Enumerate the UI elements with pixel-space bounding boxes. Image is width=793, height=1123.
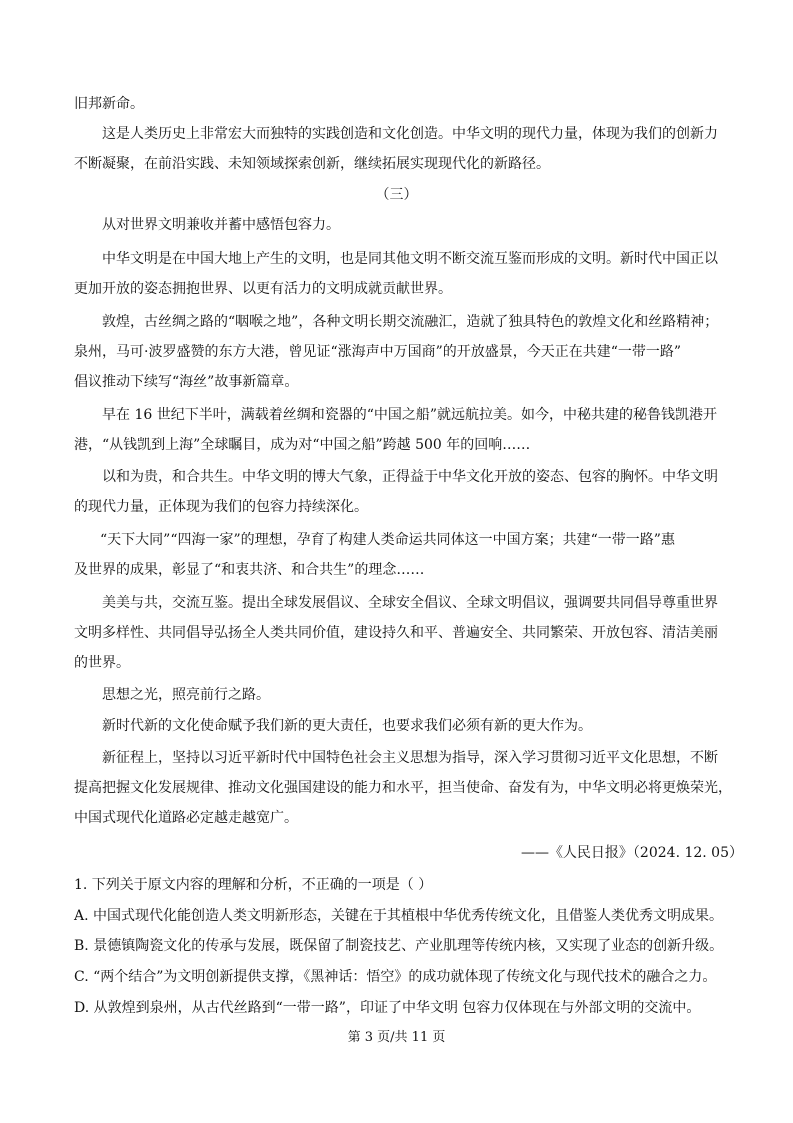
paragraph-line: 旧邦新命。 [74,96,144,112]
paragraph-line: 思想之光，照亮前行之路。 [102,687,270,703]
paragraph-line: 中华文明是在中国大地上产生的文明，也是同其他文明不断交流互鉴而形成的文明。新时代中国正以 [102,251,718,267]
paragraph-line: 新时代新的文化使命赋予我们新的更大责任，也要求我们必须有新的更大作为。 [102,718,592,734]
paragraph-line: 提高把握文化发展规律、推动文化强国建设的能力和水平，担当使命、奋发有为，中华文明必将更焕荣光， [74,780,732,796]
paragraph-line: 的世界。 [74,655,130,671]
paragraph-line: 泉州，马可·波罗盛赞的东方大港，曾见证“涨海声中万国商”的开放盛景，今天正在共建“一带一路” [74,344,682,360]
paragraph-line: 敦煌，古丝绸之路的“咽喉之地”，各种文明长期交流融汇，造就了独具特色的敦煌文化和丝路精神； [102,314,719,330]
paragraph-line: 以和为贵，和合共生。中华文明的博大气象，正得益于中华文化开放的姿态、包容的胸怀。中华文明 [102,469,718,485]
paragraph-line: 中国式现代化道路必定越走越宽广。 [74,810,298,826]
page-number: 第 3 页/共 11 页 [347,1030,446,1045]
paragraph-line: 的现代力量，正体现为我们的包容力持续深化。 [74,499,368,515]
paragraph-line: 不断凝聚，在前沿实践、未知领域探索创新，继续拓展实现现代化的新路径。 [74,156,550,172]
paragraph-line: 早在 16 世纪下半叶，满载着丝绸和瓷器的“中国之船”就远航拉美。如今，中秘共建的秘鲁钱凯港开 [102,407,718,423]
paragraph-line: “天下大同”“四海一家”的理想，孕育了构建人类命运共同体这一中国方案；共建“一带一路”惠 [100,532,675,548]
paragraph-line: 这是人类历史上非常宏大而独特的实践创造和文化创造。中华文明的现代力量，体现为我们的创新力 [102,126,718,142]
option-b: B. 景德镇陶瓷文化的传承与发展，既保留了制瓷技艺、产业肌理等传统内核，又实现了业态的创新升级。 [74,938,724,954]
option-d: D. 从敦煌到泉州，从古代丝路到“一带一路”，印证了中华文明 包容力仅体现在与外部文明的交流中。 [74,1000,701,1016]
paragraph-line: 新征程上，坚持以习近平新时代中国特色社会主义思想为指导，深入学习贯彻习近平文化思想，不断 [102,750,718,766]
paragraph-line: 及世界的成果，彰显了“和衷共济、和合共生”的理念…… [74,562,425,578]
option-a: A. 中国式现代化能创造人类文明新形态，关键在于其植根中华优秀传统文化，且借鉴人类优秀文明成果。 [74,908,724,924]
paragraph-line: 美美与共，交流互鉴。提出全球发展倡议、全球安全倡议、全球文明倡议，强调要共同倡导尊重世界 [102,595,718,611]
paragraph-line: 更加开放的姿态拥抱世界、以更有活力的文明成就贡献世界。 [74,281,452,297]
question-stem: 1. 下列关于原文内容的理解和分析，不正确的一项是（ ） [74,877,433,893]
paragraph-line: 倡议推动下续写“海丝”故事新篇章。 [74,374,299,390]
source-citation: ——《人民日报》（2024. 12. 05） [520,845,743,861]
paragraph-line: 从对世界文明兼收并蓄中感悟包容力。 [102,217,340,233]
option-c: C. “两个结合”为文明创新提供支撑，《黑神话：悟空》的成功就体现了传统文化与现代技术的融合之力。 [74,969,717,985]
paragraph-line: 文明多样性、共同倡导弘扬全人类共同价值，建设持久和平、普遍安全、共同繁荣、开放包容、清洁美丽 [74,625,718,641]
paragraph-line: 港，“从钱凯到上海”全球瞩目，成为对“中国之船”跨越 500 年的回响…… [74,437,531,453]
section-heading: （三） [375,187,418,203]
